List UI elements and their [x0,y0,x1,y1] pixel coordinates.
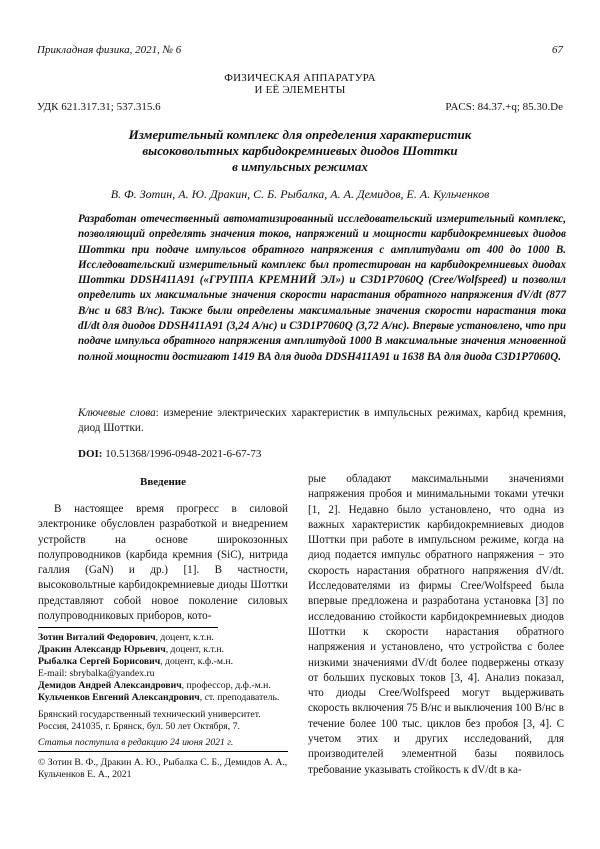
right-column-paragraph: рые обладают максимальными значениями напряжения пробоя и минимальными токами утечки [1, 2]. Недавно было установлено, что одна из важных характеристик карбидокремниевых диодов Шоттки при работе в импульсном режиме, когда на диод подается импульс обратного напряжения − это скорость нарастания обратного напряжения dV/dt. Исследователями из фирмы Cree/Wolfspeed была впервые предложена и разработана установка [3] по исследованию стойкости карбидокремниевых диодов Шоттки к скорости нарастания обратного напряжения и установлено, что устройства с более низкими значениями dV/dt более подвержены отказу от больших пусковых токов [3, 4]. Анализ показал, что диоды Cree/Wolfspeed могут выдерживать скорость включения 75 В/нс и выключения 100 В/нс в течение более 100 тыс. циклов без пробоя [3, 4]. С учетом этих и других исследований, для производителей элементной базы появилось требование указывать стойкость к dV/dt в ка- [308,473,564,776]
section-line-1: ФИЗИЧЕСКАЯ АППАРАТУРА [224,72,376,84]
intro-heading: Введение [139,476,187,488]
left-column [38,502,288,624]
author-2 [38,644,288,656]
copyright-divider [38,751,288,752]
author-3 [38,656,288,668]
author-3-name: Рыбалка Сергей Борисович [38,656,161,668]
title-line-2: высоковольтных карбидокремниевых диодов Шоттки [142,143,458,158]
author-1-info: , доцент, к.т.н. [155,632,214,643]
affiliation: Брянский государственный технический университет. Россия, 241035, г. Брянск, бул. 50 лет Октября, 7. [38,708,261,732]
keywords-text: : измерение электрических характеристик в импульсных режимах, карбид кремния, диод Шоттки. [78,407,566,435]
right-column [308,472,564,778]
title-line-1: Измерительный комплекс для определения характеристик [128,127,472,142]
title-line-3: в импульсных режимах [232,159,368,174]
keywords-label: Ключевые слова [78,407,156,419]
page-number: 67 [552,44,563,56]
keywords [78,406,566,437]
author-4-name: Демидов Андрей Александрович [38,680,182,692]
doi-label: DOI: [78,448,103,460]
author-5-info: , ст. преподаватель. [199,692,280,704]
author-2-name: Дракин Александр Юрьевич [38,644,166,656]
author-2-info: , доцент, к.т.н. [165,644,224,656]
section-line-2: И ЕЁ ЭЛЕМЕНТЫ [254,84,346,96]
footnote-divider [38,627,218,628]
author-1 [38,632,288,644]
abstract: Разработан отечественный автоматизированный исследовательский измерительный комплекс, позволяющий определять значения токов, напряжений и мощности карбидокремниевых диодов Шоттки при подаче импульсов обратного напряжения с амплитудами от 400 до 1000 В. Исследовательский измерительный комплекс был протестирован на карбидокремниевых диодах Шоттки DDSH411A91 («ГРУППА КРЕМНИЙ ЭЛ») и C3D1P7060Q (Cree/Wolfspeed) и позволил определить их максимальные значения скорости нарастания обратного напряжения dV/dt (877 В/нс и 683 В/нс). Также были определены максимальные значения скорости нарастания тока dI/dt для диодов DDSH411A91 (3,24 А/нс) и C3D1P7060Q (3,72 А/нс). Впервые установлено, что при подаче импульса обратного напряжения амплитудой 1000 В максимальные значения мгновенной полной мощности достигают 1419 ВА для диода DDSH411A91 и 1638 ВА для диода C3D1P7060Q. [78,213,566,363]
copyright: © Зотин В. Ф., Дракин А. Ю., Рыбалка С. Б., Демидов А. А., Кульченков Е. А., 2021 [38,757,288,781]
doi [78,448,261,460]
author-5 [38,692,288,704]
author-email: E-mail: sbrybalka@yandex.ru [38,668,155,680]
author-5-name: Кульченков Евгений Александрович [38,692,200,704]
paper-title [60,127,540,175]
author-4-info: , профессор, д.ф.-м.н. [181,680,271,692]
doi-value: 10.51368/1996-0948-2021-6-67-73 [102,448,262,460]
author-4 [38,680,288,692]
author-3-info: , доцент, к.ф.-м.н. [160,656,234,668]
author-list: В. Ф. Зотин, А. Ю. Дракин, С. Б. Рыбалка, А. А. Демидов, Е. А. Кульченков [110,187,490,201]
intro-paragraph: В настоящее время прогресс в силовой электронике обусловлен разработкой и внедрением устройств на основе широкозонных полупроводников (карбида кремния (SiC), нитрида галлия (GaN) и др.) [1]. В частности, высоковольтные карбидокремниевые диоды Шоттки представляют собой новое поколение силовых полупроводниковых приборов, кото- [38,503,288,623]
author-footnote [38,632,288,749]
journal-header: Прикладная физика, 2021, № 6 [37,44,182,56]
pacs-code: PACS: 84.37.+q; 85.30.De [445,101,563,113]
received-date: Статья поступила в редакцию 24 июня 2021 г. [38,736,234,748]
udc-code: УДК 621.317.31; 537.315.6 [37,101,161,113]
section-heading [0,72,600,96]
author-1-name: Зотин Виталий Федорович [38,632,156,643]
